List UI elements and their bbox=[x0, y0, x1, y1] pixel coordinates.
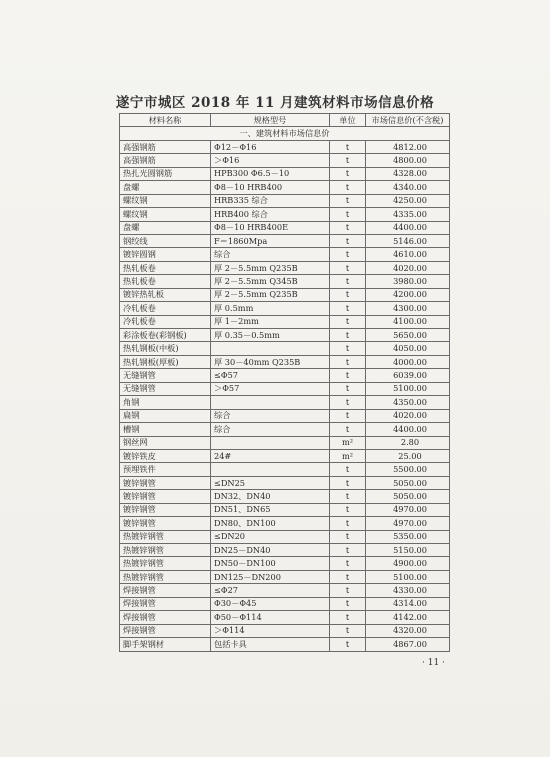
table-row bbox=[120, 530, 450, 543]
header-spec: 规格型号 bbox=[211, 114, 330, 127]
unit-cell: t bbox=[330, 463, 366, 476]
spec-cell: Φ50－Φ114 bbox=[211, 611, 330, 624]
table-row bbox=[120, 329, 450, 342]
material-name-cell: 螺纹钢 bbox=[120, 194, 211, 207]
price-cell: 5146.00 bbox=[366, 234, 450, 247]
unit-cell: t bbox=[330, 597, 366, 610]
table-row bbox=[120, 597, 450, 610]
material-name-cell: 螺纹钢 bbox=[120, 208, 211, 221]
table-row bbox=[120, 248, 450, 261]
material-name-cell: 槽钢 bbox=[120, 423, 211, 436]
material-name-cell: 脚手架钢材 bbox=[120, 638, 211, 651]
spec-cell: 厚 0.5mm bbox=[211, 302, 330, 315]
unit-cell: t bbox=[330, 476, 366, 489]
header-unit: 单位 bbox=[330, 114, 366, 127]
table-row bbox=[120, 221, 450, 234]
spec-cell bbox=[211, 342, 330, 355]
table-row bbox=[120, 382, 450, 395]
unit-cell: t bbox=[330, 288, 366, 301]
table-row bbox=[120, 275, 450, 288]
material-name-cell: 焊接钢管 bbox=[120, 584, 211, 597]
unit-cell: t bbox=[330, 208, 366, 221]
material-name-cell: 盘螺 bbox=[120, 181, 211, 194]
material-name-cell: 无缝钢管 bbox=[120, 382, 211, 395]
table-row bbox=[120, 449, 450, 462]
material-name-cell: 镀锌热轧板 bbox=[120, 288, 211, 301]
table-row bbox=[120, 140, 450, 153]
price-cell: 5050.00 bbox=[366, 490, 450, 503]
unit-cell: t bbox=[330, 194, 366, 207]
unit-cell: t bbox=[330, 503, 366, 516]
page-number: · 11 · bbox=[422, 658, 445, 668]
table-row bbox=[120, 436, 450, 449]
price-cell: 5650.00 bbox=[366, 329, 450, 342]
spec-cell bbox=[211, 436, 330, 449]
unit-cell: t bbox=[330, 638, 366, 651]
spec-cell: DN51、DN65 bbox=[211, 503, 330, 516]
unit-cell: m² bbox=[330, 436, 366, 449]
material-name-cell: 热轧钢板(厚板) bbox=[120, 355, 211, 368]
section-title: 一、建筑材料市场信息价 bbox=[120, 127, 450, 140]
table-row bbox=[120, 517, 450, 530]
table-row bbox=[120, 396, 450, 409]
spec-cell: DN125－DN200 bbox=[211, 570, 330, 583]
material-name-cell: 镀锌钢管 bbox=[120, 490, 211, 503]
material-name-cell: 热轧板卷 bbox=[120, 261, 211, 274]
spec-cell: F＝1860Mpa bbox=[211, 234, 330, 247]
table-row bbox=[120, 624, 450, 637]
table-row bbox=[120, 194, 450, 207]
header-price: 市场信息价(不含税) bbox=[366, 114, 450, 127]
price-table bbox=[119, 113, 450, 652]
spec-cell: 综合 bbox=[211, 248, 330, 261]
table-row bbox=[120, 208, 450, 221]
spec-cell: 厚 2－5.5mm Q235B bbox=[211, 288, 330, 301]
header-material-name: 材料名称 bbox=[120, 114, 211, 127]
material-name-cell: 高强钢筋 bbox=[120, 140, 211, 153]
table-header-row bbox=[120, 114, 450, 127]
unit-cell: t bbox=[330, 275, 366, 288]
unit-cell: t bbox=[330, 530, 366, 543]
price-cell: 4300.00 bbox=[366, 302, 450, 315]
unit-cell: t bbox=[330, 409, 366, 422]
unit-cell: t bbox=[330, 167, 366, 180]
price-cell: 5100.00 bbox=[366, 382, 450, 395]
price-cell: 4350.00 bbox=[366, 396, 450, 409]
table-row bbox=[120, 409, 450, 422]
spec-cell: 厚 1－2mm bbox=[211, 315, 330, 328]
unit-cell: t bbox=[330, 611, 366, 624]
spec-cell: Φ30－Φ45 bbox=[211, 597, 330, 610]
spec-cell: ≤DN25 bbox=[211, 476, 330, 489]
spec-cell: Φ8－10 HRB400 bbox=[211, 181, 330, 194]
material-name-cell: 热轧板卷 bbox=[120, 275, 211, 288]
table-row bbox=[120, 167, 450, 180]
table-row bbox=[120, 288, 450, 301]
table-row bbox=[120, 342, 450, 355]
price-cell: 5050.00 bbox=[366, 476, 450, 489]
price-cell: 4050.00 bbox=[366, 342, 450, 355]
material-name-cell: 冷轧板卷 bbox=[120, 315, 211, 328]
table-row bbox=[120, 234, 450, 247]
price-cell: 6039.00 bbox=[366, 369, 450, 382]
unit-cell: t bbox=[330, 490, 366, 503]
material-name-cell: 热镀锌钢管 bbox=[120, 544, 211, 557]
spec-cell: ≤DN20 bbox=[211, 530, 330, 543]
unit-cell: t bbox=[330, 584, 366, 597]
table-row bbox=[120, 154, 450, 167]
material-name-cell: 热扎光圆钢筋 bbox=[120, 167, 211, 180]
price-cell: 4314.00 bbox=[366, 597, 450, 610]
table-row bbox=[120, 638, 450, 651]
spec-cell: 24# bbox=[211, 449, 330, 462]
unit-cell: t bbox=[330, 396, 366, 409]
price-cell: 5100.00 bbox=[366, 570, 450, 583]
price-cell: 4200.00 bbox=[366, 288, 450, 301]
unit-cell: t bbox=[330, 423, 366, 436]
price-cell: 4610.00 bbox=[366, 248, 450, 261]
price-cell: 4812.00 bbox=[366, 140, 450, 153]
unit-cell: t bbox=[330, 181, 366, 194]
table-body bbox=[120, 127, 450, 651]
spec-cell: DN25－DN40 bbox=[211, 544, 330, 557]
spec-cell: 综合 bbox=[211, 423, 330, 436]
unit-cell: t bbox=[330, 355, 366, 368]
material-name-cell: 镀锌铁皮 bbox=[120, 449, 211, 462]
material-name-cell: 盘螺 bbox=[120, 221, 211, 234]
spec-cell: HRB335 综合 bbox=[211, 194, 330, 207]
unit-cell: t bbox=[330, 261, 366, 274]
material-name-cell: 镀锌钢管 bbox=[120, 503, 211, 516]
material-name-cell: 热镀锌钢管 bbox=[120, 530, 211, 543]
price-cell: 3980.00 bbox=[366, 275, 450, 288]
table-row bbox=[120, 584, 450, 597]
spec-cell: Φ12－Φ16 bbox=[211, 140, 330, 153]
table-row bbox=[120, 557, 450, 570]
material-name-cell: 无缝钢管 bbox=[120, 369, 211, 382]
spec-cell: HRB400 综合 bbox=[211, 208, 330, 221]
material-name-cell: 扁钢 bbox=[120, 409, 211, 422]
material-name-cell: 角钢 bbox=[120, 396, 211, 409]
unit-cell: m² bbox=[330, 449, 366, 462]
price-cell: 5350.00 bbox=[366, 530, 450, 543]
unit-cell: t bbox=[330, 302, 366, 315]
spec-cell: ＞Φ114 bbox=[211, 624, 330, 637]
price-cell: 4400.00 bbox=[366, 423, 450, 436]
spec-cell: 厚 0.35－0.5mm bbox=[211, 329, 330, 342]
material-name-cell: 冷轧板卷 bbox=[120, 302, 211, 315]
table-row bbox=[120, 490, 450, 503]
spec-cell: 厚 30－40mm Q235B bbox=[211, 355, 330, 368]
price-cell: 4400.00 bbox=[366, 221, 450, 234]
table-row bbox=[120, 503, 450, 516]
table-row bbox=[120, 261, 450, 274]
unit-cell: t bbox=[330, 382, 366, 395]
material-name-cell: 焊接钢管 bbox=[120, 597, 211, 610]
unit-cell: t bbox=[330, 570, 366, 583]
price-cell: 2.80 bbox=[366, 436, 450, 449]
spec-cell: DN80、DN100 bbox=[211, 517, 330, 530]
unit-cell: t bbox=[330, 557, 366, 570]
price-cell: 4100.00 bbox=[366, 315, 450, 328]
price-cell: 4867.00 bbox=[366, 638, 450, 651]
spec-cell: DN32、DN40 bbox=[211, 490, 330, 503]
material-name-cell: 镀锌钢管 bbox=[120, 476, 211, 489]
spec-cell: 包括卡具 bbox=[211, 638, 330, 651]
price-cell: 4970.00 bbox=[366, 503, 450, 516]
material-name-cell: 热镀锌钢管 bbox=[120, 570, 211, 583]
spec-cell: ≤Φ57 bbox=[211, 369, 330, 382]
material-name-cell: 彩涂板卷(彩钢板) bbox=[120, 329, 211, 342]
spec-cell: ＞Φ57 bbox=[211, 382, 330, 395]
spec-cell: 厚 2－5.5mm Q345B bbox=[211, 275, 330, 288]
table-row bbox=[120, 181, 450, 194]
unit-cell: t bbox=[330, 248, 366, 261]
price-cell: 4900.00 bbox=[366, 557, 450, 570]
spec-cell: Φ8－10 HRB400E bbox=[211, 221, 330, 234]
material-name-cell: 热镀锌钢管 bbox=[120, 557, 211, 570]
material-name-cell: 高强钢筋 bbox=[120, 154, 211, 167]
spec-cell: 综合 bbox=[211, 409, 330, 422]
table-row bbox=[120, 423, 450, 436]
material-name-cell: 焊接钢管 bbox=[120, 611, 211, 624]
price-cell: 4142.00 bbox=[366, 611, 450, 624]
price-cell: 4800.00 bbox=[366, 154, 450, 167]
price-cell: 25.00 bbox=[366, 449, 450, 462]
table-row bbox=[120, 369, 450, 382]
table-row bbox=[120, 544, 450, 557]
unit-cell: t bbox=[330, 329, 366, 342]
unit-cell: t bbox=[330, 342, 366, 355]
unit-cell: t bbox=[330, 234, 366, 247]
material-name-cell: 镀锌钢管 bbox=[120, 517, 211, 530]
page-title: 遂宁市城区 2018 年 11 月建筑材料市场信息价格 bbox=[115, 95, 435, 111]
price-cell: 4020.00 bbox=[366, 409, 450, 422]
price-cell: 4020.00 bbox=[366, 261, 450, 274]
price-cell: 5500.00 bbox=[366, 463, 450, 476]
price-cell: 4320.00 bbox=[366, 624, 450, 637]
unit-cell: t bbox=[330, 140, 366, 153]
material-name-cell: 热轧钢板(中板) bbox=[120, 342, 211, 355]
unit-cell: t bbox=[330, 369, 366, 382]
price-cell: 4970.00 bbox=[366, 517, 450, 530]
price-cell: 4335.00 bbox=[366, 208, 450, 221]
spec-cell: ≤Φ27 bbox=[211, 584, 330, 597]
table-row bbox=[120, 611, 450, 624]
material-name-cell: 镀锌圆钢 bbox=[120, 248, 211, 261]
spec-cell bbox=[211, 396, 330, 409]
price-cell: 5150.00 bbox=[366, 544, 450, 557]
price-cell: 4328.00 bbox=[366, 167, 450, 180]
spec-cell: ＞Φ16 bbox=[211, 154, 330, 167]
table-row bbox=[120, 476, 450, 489]
material-name-cell: 钢绞线 bbox=[120, 234, 211, 247]
material-name-cell: 焊接钢管 bbox=[120, 624, 211, 637]
spec-cell: DN50－DN100 bbox=[211, 557, 330, 570]
spec-cell bbox=[211, 463, 330, 476]
price-cell: 4340.00 bbox=[366, 181, 450, 194]
material-name-cell: 预埋铁件 bbox=[120, 463, 211, 476]
section-row bbox=[120, 127, 450, 140]
table-row bbox=[120, 302, 450, 315]
price-cell: 4250.00 bbox=[366, 194, 450, 207]
unit-cell: t bbox=[330, 154, 366, 167]
unit-cell: t bbox=[330, 315, 366, 328]
unit-cell: t bbox=[330, 221, 366, 234]
material-name-cell: 钢丝网 bbox=[120, 436, 211, 449]
unit-cell: t bbox=[330, 544, 366, 557]
spec-cell: 厚 2－5.5mm Q235B bbox=[211, 261, 330, 274]
spec-cell: HPB300 Φ6.5－10 bbox=[211, 167, 330, 180]
unit-cell: t bbox=[330, 517, 366, 530]
table-row bbox=[120, 463, 450, 476]
table-row bbox=[120, 355, 450, 368]
table-row bbox=[120, 570, 450, 583]
table-row bbox=[120, 315, 450, 328]
price-cell: 4330.00 bbox=[366, 584, 450, 597]
price-cell: 4000.00 bbox=[366, 355, 450, 368]
unit-cell: t bbox=[330, 624, 366, 637]
